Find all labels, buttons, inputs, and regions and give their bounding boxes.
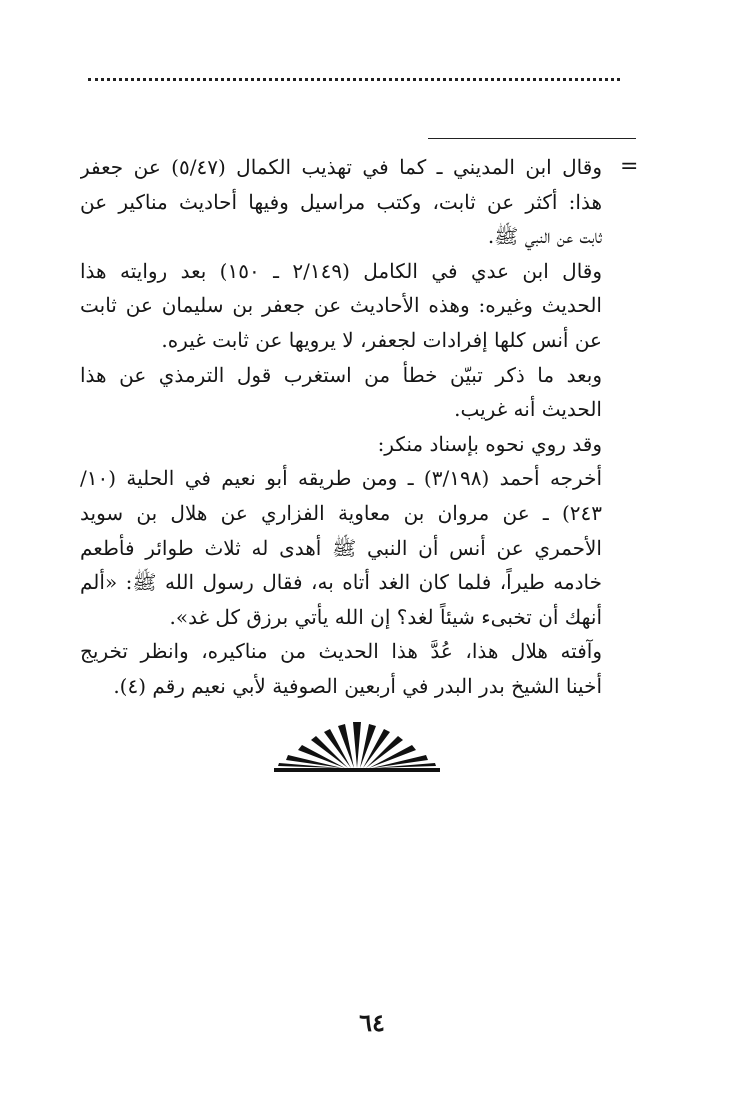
text-line-8: الحديث أنه غريب. bbox=[454, 397, 602, 422]
text-line-7: وبعد ما ذكر تبيّن خطأ من استغرب قول الترمذي عن هذا bbox=[80, 362, 602, 387]
text-line-14: أنهك أن تخبىء شيئاً لغد؟ إن الله يأتي برزق كل غد». bbox=[169, 604, 602, 629]
text-line-5: الحديث وغيره: وهذه الأحاديث عن جعفر بن سليمان عن ثابت bbox=[80, 293, 602, 318]
text-line-11: ٢٤٣) ـ عن مروان بن معاوية الفزاري عن هلال بن سويد bbox=[80, 500, 602, 525]
footnote-separator-rule bbox=[428, 138, 636, 139]
text-line-13: خادمه طيراً، فلما كان الغد أتاه به، فقال رسول الله ﷺ: «ألم bbox=[80, 570, 602, 595]
text-line-16: أخينا الشيخ بدر البدر في أربعين الصوفية لأبي نعيم رقم (٤). bbox=[113, 673, 602, 698]
text-line-9: وقد روي نحوه بإسناد منكر: bbox=[377, 431, 602, 456]
text-line-1: وقال ابن المديني ـ كما في تهذيب الكمال (٥/٤٧) عن جعفر bbox=[80, 155, 602, 179]
sunburst-ornament-icon bbox=[274, 718, 440, 774]
top-dotted-rule bbox=[88, 78, 620, 81]
text-line-15: وآفته هلال هذا، عُدَّ هذا الحديث من مناكيره، وانظر تخريج bbox=[80, 639, 602, 664]
text-line-3: ثابت عن النبي ﷺ. bbox=[487, 224, 602, 249]
text-line-2: هذا: أكثر عن ثابت، وكتب مراسيل وفيها أحاديث مناكير عن bbox=[80, 189, 602, 214]
text-line-10: أخرجه أحمد (٣/١٩٨) ـ ومن طريقه أبو نعيم في الحلية (١٠/ bbox=[80, 466, 602, 491]
footnote-text-block bbox=[80, 150, 602, 704]
page-number: ٦٤ bbox=[359, 1008, 385, 1037]
text-line-12: الأحمري عن أنس أن النبي ﷺ أهدى له ثلاث طوائر فأطعم bbox=[80, 535, 602, 560]
continuation-mark: = bbox=[620, 154, 639, 179]
text-line-4: وقال ابن عدي في الكامل (٢/١٤٩ ـ ١٥٠) بعد روايته هذا bbox=[80, 258, 602, 283]
text-line-6: عن أنس كلها إفرادات لجعفر، لا يرويها عن ثابت غيره. bbox=[161, 327, 602, 352]
